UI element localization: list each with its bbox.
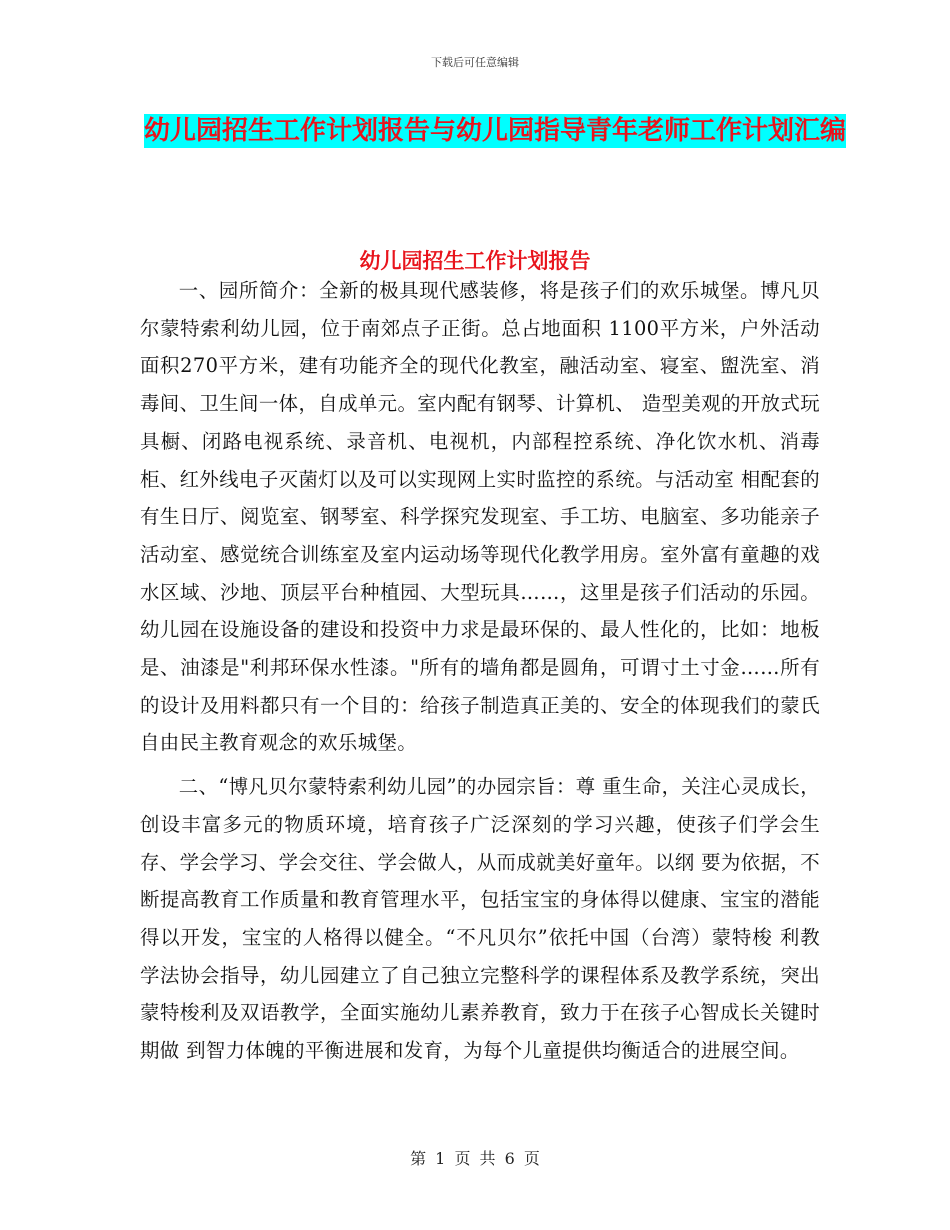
section-title: 幼儿园招生工作计划报告 <box>359 249 591 273</box>
header-note: 下载后可任意编辑 <box>431 56 519 69</box>
paragraph-introduction: 一、园所简介：全新的极具现代感装修，将是孩子们的欢乐城堡。博凡贝尔蒙特索利幼儿园，位于南郊点子正街。总占地面积 1100平方米，户外活动面积270平方米，建有功能齐全的现代化教室，融活动室、寝室、盥洗室、消毒间、卫生间一体，自成单元。室内配有钢琴、计算机、 造型美观的开放式玩具橱、闭路电视系统、录音机、电视机，内部程控系统、净化饮水机、消毒柜、红外线电子灭菌灯以及可以实现网上实时监控的系统。与活动室 相配套的有生日厅、阅览室、钢琴室、科学探究发现室、手工坊、电脑室、多功能亲子活动室、感觉统合训练室及室内运动场等现代化教学用房。室外富有童趣的戏 水区域、沙地、顶层平台种植园、大型玩具……，这里是孩子们活动的乐园。幼儿园在设施设备的建设和投资中力求是最环保的、最人性化的，比如：地板是、油漆是"利邦环保水性漆。"所有的墙角都是圆角，可谓寸土寸金……所有的设计及用料都只有一个目的：给孩子制造真正美的、安全的体现我们的蒙氏自由民主教育观念的欢乐城堡。 <box>140 279 820 755</box>
body-text <box>140 272 820 1070</box>
paragraph-mission: 二、“博凡贝尔蒙特索利幼儿园”的办园宗旨：尊 重生命，关注心灵成长，创设丰富多元的物质环境，培育孩子广泛深刻的学习兴趣，使孩子们学会生存、学会学习、学会交往、学会做人，从而成就美好童年。以纲 要为依据，不断提高教育工作质量和教育管理水平，包括宝宝的身体得以健康、宝宝的潜能得以开发，宝宝的人格得以健全。“不凡贝尔”依托中国（台湾）蒙特梭 利教学法协会指导，幼儿园建立了自己独立完整科学的课程体系及教学系统，突出蒙特梭利及双语教学，全面实施幼儿素养教育，致力于在孩子心智成长关键时期做 到智力体魄的平衡进展和发育，为每个儿童提供均衡适合的进展空间。 <box>140 775 820 1063</box>
document-title <box>140 108 850 154</box>
document-title-text: 幼儿园招生工作计划报告与幼儿园指导青年老师工作计划汇编 <box>143 116 846 146</box>
page-footer: 第 1 页 共 6 页 <box>410 1149 540 1168</box>
